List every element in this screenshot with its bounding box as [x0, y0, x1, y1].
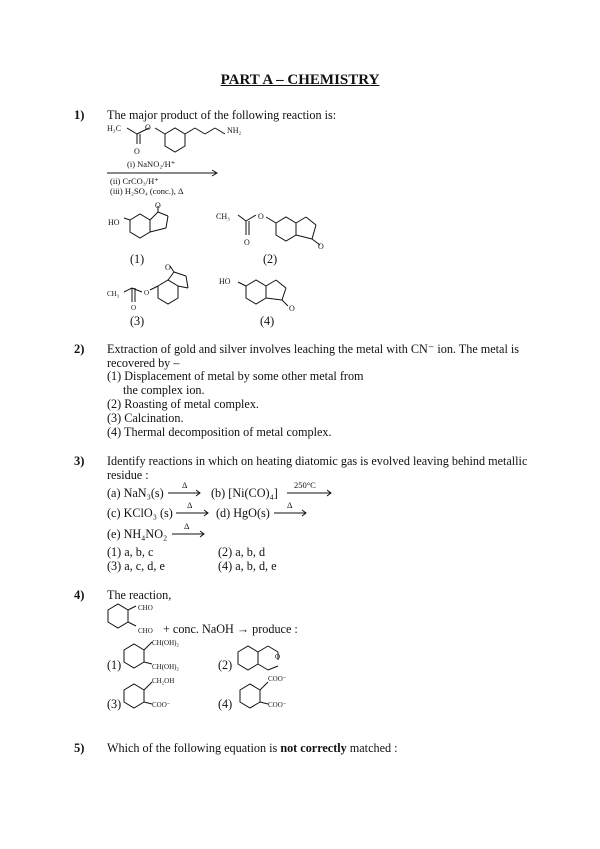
q1-option-4-ketone-o: O [289, 304, 295, 313]
q1-option-3-carbonyl-o: O [131, 304, 137, 312]
q3-arrow-c [176, 510, 212, 516]
q1-option-2-ch3-label: CH₃ [216, 212, 230, 221]
q3-arrow-a [168, 490, 204, 496]
q3-reaction-e: (e) NH₄NO₂ [107, 527, 168, 541]
q4-option-1-choh2-top: CH(OH)₂ [152, 639, 179, 647]
q3-option-2[interactable]: (2) a, b, d [218, 545, 266, 559]
q1-option-1-o-label: O [155, 201, 161, 210]
q1-option-3-structure [106, 262, 216, 312]
question-2-number: 2) [74, 342, 85, 356]
q3-delta-c: Δ [187, 500, 193, 510]
q1-amine-label: NH₂ [227, 126, 242, 135]
question-2-line-2: recovered by – [107, 356, 180, 370]
q4-reactant-cho-1: CHO [138, 604, 153, 612]
q4-option-2-label[interactable]: (2) [218, 658, 233, 672]
q3-arrow-d [274, 510, 310, 516]
q1-option-1-ho-label: HO [108, 218, 120, 227]
q1-option-2-structure [216, 205, 346, 255]
q3-option-1[interactable]: (1) a, b, c [107, 545, 154, 559]
q1-reagent-2: (ii) CrCO₃/H⁺ [110, 176, 159, 186]
q1-option-2-ketone-o: O [318, 242, 324, 251]
q3-arrow-e [172, 531, 208, 537]
q4-option-3-coo: COO⁻ [152, 701, 171, 709]
q1-option-2-carbonyl-o: O [244, 238, 250, 247]
q4-option-1-label[interactable]: (1) [107, 658, 122, 672]
q2-option-1-cont[interactable]: the complex ion. [123, 383, 205, 397]
q3-option-4[interactable]: (4) a, b, d, e [218, 559, 277, 573]
q3-arrow-b [287, 490, 335, 496]
q1-option-1-label[interactable]: (1) [130, 252, 145, 266]
q1-option-2-label[interactable]: (2) [263, 252, 278, 266]
q2-option-4[interactable]: (4) Thermal decomposition of metal complex. [107, 425, 332, 439]
q4-option-3-label[interactable]: (3) [107, 697, 122, 711]
q3-reaction-a: (a) NaN₃(s) [107, 486, 164, 500]
q1-acetyl-label: H₃C [107, 124, 121, 133]
q4-option-4-label[interactable]: (4) [218, 697, 233, 711]
q3-delta-d: Δ [287, 500, 293, 510]
question-5-text-bold: not correctly [280, 741, 347, 755]
q4-reaction-tail: + conc. NaOH → produce : [163, 622, 298, 636]
q4-option-2-o-label: O [275, 653, 281, 661]
q2-option-2[interactable]: (2) Roasting of metal complex. [107, 397, 259, 411]
q1-option-4-structure [228, 270, 318, 314]
question-5-text-pre: Which of the following equation is [107, 741, 281, 755]
q3-reaction-c: (c) KClO₃ (s) [107, 506, 173, 520]
question-5-text [107, 741, 398, 755]
q1-reagent-3: (iii) H₂SO₄ (conc.), Δ [110, 186, 184, 196]
q4-reactant-structure [104, 598, 164, 634]
q2-option-1[interactable]: (1) Displacement of metal by some other metal from [107, 369, 364, 383]
question-3-number: 3) [74, 454, 85, 468]
question-5-number: 5) [74, 741, 85, 755]
question-1-text: The major product of the following reaction is: [107, 108, 337, 122]
q4-option-1-choh2-bottom: CH(OH)₂ [152, 663, 179, 671]
q1-option-3-label[interactable]: (3) [130, 314, 145, 328]
q1-option-3-ch3-label: CH₃ [107, 290, 120, 298]
q4-option-4-coo-top: COO⁻ [268, 675, 287, 683]
q1-reactant-structure [105, 118, 275, 156]
page-title: PART A – CHEMISTRY [220, 72, 380, 88]
question-3-line-2: residue : [107, 468, 149, 482]
q1-option-3-ketone-o: O [165, 263, 171, 272]
q1-ester-o-label: O [145, 123, 151, 132]
question-5-text-post: matched : [346, 741, 398, 755]
q4-option-4-coo-bottom: COO⁻ [268, 701, 287, 709]
q2-option-3[interactable]: (3) Calcination. [107, 411, 184, 425]
q4-option-3-ch2oh: CH₂OH [152, 677, 175, 685]
question-4-number: 4) [74, 588, 85, 602]
q3-delta-e: Δ [184, 521, 190, 531]
question-2-line-1: Extraction of gold and silver involves leaching the metal with CN⁻ ion. The metal is [107, 342, 520, 356]
question-1-number: 1) [74, 108, 85, 122]
q1-option-4-ho-label: HO [219, 277, 231, 286]
q4-reactant-cho-2: CHO [138, 627, 153, 635]
q3-option-3[interactable]: (3) a, c, d, e [107, 559, 165, 573]
question-3-line-1: Identify reactions in which on heating diatomic gas is evolved leaving behind metallic [107, 454, 528, 468]
question-4-text: The reaction, [107, 588, 172, 602]
q1-reagent-1: (i) NaNO₂/H⁺ [127, 159, 176, 169]
q3-reaction-b: (b) [Ni(CO)₄] [211, 486, 278, 500]
q1-option-3-ester-o: O [144, 289, 150, 297]
q1-option-4-label[interactable]: (4) [260, 314, 275, 328]
q1-option-2-ester-o: O [258, 212, 264, 221]
q3-delta-a: Δ [182, 480, 188, 490]
q3-reaction-d: (d) HgO(s) [216, 506, 270, 520]
q1-carbonyl-o-label: O [134, 147, 140, 156]
q3-temp-b: 250°C [294, 480, 316, 490]
